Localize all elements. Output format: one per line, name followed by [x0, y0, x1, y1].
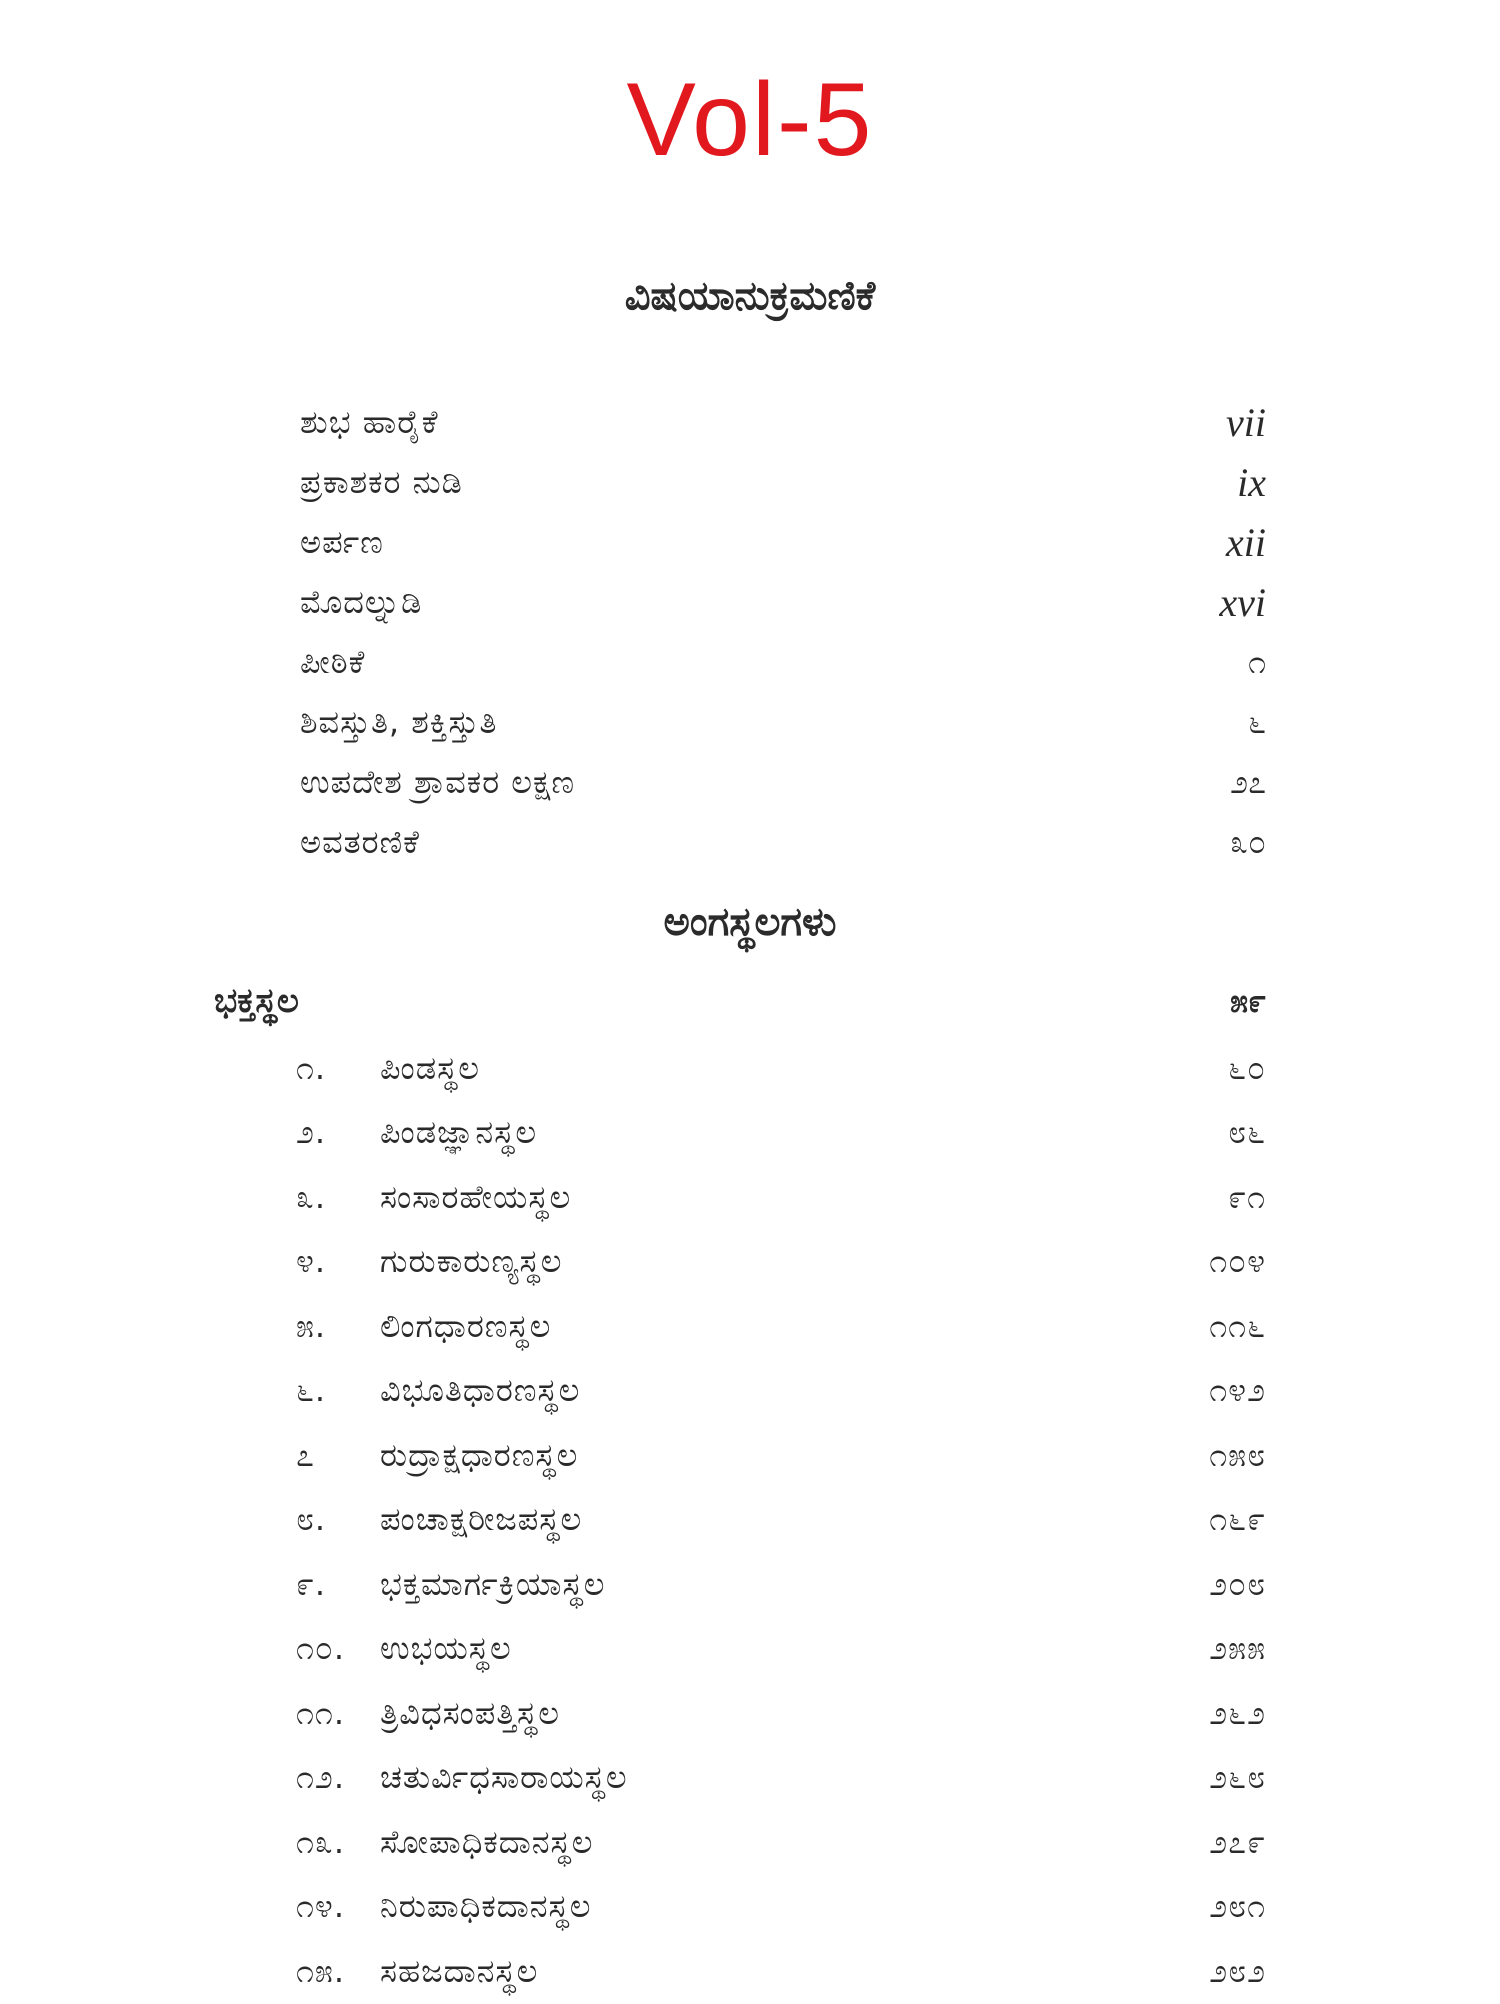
front-matter-list: [300, 392, 1266, 872]
sthala-item[interactable]: [296, 1875, 1266, 1940]
sthala-page: ೧೦೪: [1209, 1242, 1266, 1281]
sthala-page: ೨೫೫: [1209, 1629, 1266, 1668]
front-matter-item[interactable]: [300, 692, 1266, 752]
front-matter-item[interactable]: [300, 392, 1266, 452]
sthala-number: ೬.: [296, 1371, 327, 1410]
sthala-name: ಭಕ್ತಮಾರ್ಗಕ್ರಿಯಾಸ್ಥಲ: [380, 1564, 606, 1603]
sthala-page: ೨೭೯: [1209, 1822, 1266, 1861]
sthala-page: ೧೧೬: [1209, 1306, 1266, 1345]
sthala-item[interactable]: [296, 1230, 1266, 1295]
sthala-name: ಪಿಂಡಜ್ಞಾನಸ್ಥಲ: [380, 1113, 538, 1152]
front-matter-page: ೩೦: [1230, 822, 1266, 861]
sthala-number: ೪.: [296, 1242, 327, 1281]
front-matter-item[interactable]: [300, 632, 1266, 692]
front-matter-label: ಶಿವಸ್ತುತಿ, ಶಕ್ತಿಸ್ತುತಿ: [300, 702, 498, 741]
toc-heading: ವಿಷಯಾನುಕ್ರಮಣಿಕೆ: [624, 273, 876, 319]
front-matter-label: ಪ್ರಕಾಶಕರ ನುಡಿ: [300, 462, 463, 501]
sthala-number: ೫.: [296, 1306, 327, 1345]
sthala-name: ಲಿಂಗಧಾರಣಸ್ಥಲ: [380, 1306, 552, 1345]
front-matter-label: ಪೀಠಿಕೆ: [300, 642, 366, 681]
sthala-number: ೧೧.: [296, 1693, 346, 1732]
anga-sthala-heading: ಅಂಗಸ್ಥಲಗಳು: [663, 899, 837, 945]
sthala-item[interactable]: [296, 1810, 1266, 1875]
sthala-name: ಚತುರ್ವಿಧಸಾರಾಯಸ್ಥಲ: [380, 1758, 628, 1797]
sthala-item[interactable]: [296, 1746, 1266, 1811]
front-matter-item[interactable]: [300, 452, 1266, 512]
sthala-name: ಸಂಸಾರಹೇಯಸ್ಥಲ: [380, 1177, 572, 1216]
section-page: ೫೯: [1230, 981, 1266, 1020]
sthala-item[interactable]: [296, 1488, 1266, 1553]
sthala-item[interactable]: [296, 1552, 1266, 1617]
sthala-number: ೧೨.: [296, 1758, 346, 1797]
front-matter-page: xii: [1226, 519, 1266, 565]
sthala-number: ೧.: [296, 1048, 327, 1087]
sthala-item[interactable]: [296, 1165, 1266, 1230]
front-matter-page: xvi: [1219, 579, 1266, 625]
section-label: ಭಕ್ತಸ್ಥಲ: [214, 981, 299, 1021]
sthala-number: ೮.: [296, 1500, 327, 1539]
front-matter-label: ಅರ್ಪಣ: [300, 522, 384, 561]
sthala-page: ೨೮೨: [1209, 1951, 1266, 1990]
sthala-name: ಪಂಚಾಕ್ಷರೀಜಪಸ್ಥಲ: [380, 1500, 583, 1539]
front-matter-item[interactable]: [300, 512, 1266, 572]
sthala-page: ೬೦: [1228, 1048, 1266, 1087]
front-matter-label: ಶುಭ ಹಾರೈಕೆ: [300, 402, 439, 441]
sthala-item[interactable]: [296, 1101, 1266, 1166]
sthala-name: ಉಭಯಸ್ಥಲ: [380, 1629, 512, 1668]
sthala-number: ೧೩.: [296, 1822, 346, 1861]
front-matter-label: ಉಪದೇಶ ಶ್ರಾವಕರ ಲಕ್ಷಣ: [300, 762, 576, 801]
sthala-name: ಸಹಜದಾನಸ್ಥಲ: [380, 1951, 539, 1990]
sthala-number: ೩.: [296, 1177, 327, 1216]
sthala-page: ೨೬೨: [1209, 1693, 1266, 1732]
volume-title: Vol-5: [626, 62, 874, 178]
sthala-item[interactable]: [296, 1617, 1266, 1682]
sthala-name: ತ್ರಿವಿಧಸಂಪತ್ತಿಸ್ಥಲ: [380, 1693, 560, 1732]
sthala-item[interactable]: [296, 1294, 1266, 1359]
sthala-number: ೭: [296, 1435, 315, 1474]
front-matter-page: ೧: [1248, 642, 1266, 681]
front-matter-page: vii: [1226, 399, 1266, 445]
sthala-number: ೧೪.: [296, 1887, 346, 1926]
sthala-item[interactable]: [296, 1036, 1266, 1101]
sthala-item[interactable]: [296, 1939, 1266, 2004]
sthala-name: ರುದ್ರಾಕ್ಷಧಾರಣಸ್ಥಲ: [380, 1435, 579, 1474]
sthala-name: ಪಿಂಡಸ್ಥಲ: [380, 1048, 481, 1087]
sthala-item[interactable]: [296, 1359, 1266, 1424]
front-matter-page: ೬: [1248, 702, 1266, 741]
front-matter-label: ಅವತರಣಿಕೆ: [300, 822, 420, 861]
front-matter-page: ೨೭: [1230, 762, 1266, 801]
front-matter-item[interactable]: [300, 572, 1266, 632]
sthala-list: [296, 1036, 1266, 2004]
front-matter-page: ix: [1237, 459, 1266, 505]
sthala-name: ಗುರುಕಾರುಣ್ಯಸ್ಥಲ: [380, 1242, 563, 1281]
sthala-page: ೮೬: [1228, 1113, 1266, 1152]
sthala-page: ೧೪೨: [1209, 1371, 1266, 1410]
sthala-item[interactable]: [296, 1423, 1266, 1488]
sthala-number: ೯.: [296, 1564, 327, 1603]
sthala-name: ವಿಭೂತಿಧಾರಣಸ್ಥಲ: [380, 1371, 581, 1410]
sthala-number: ೧೫.: [296, 1951, 346, 1990]
front-matter-item[interactable]: [300, 812, 1266, 872]
front-matter-item[interactable]: [300, 752, 1266, 812]
sthala-page: ೧೬೯: [1209, 1500, 1266, 1539]
sthala-page: ೯೧: [1228, 1177, 1266, 1216]
sthala-item[interactable]: [296, 1681, 1266, 1746]
sthala-page: ೨೦೮: [1209, 1564, 1266, 1603]
front-matter-label: ಮೊದಲ್ನುಡಿ: [300, 582, 423, 621]
sthala-page: ೧೫೮: [1209, 1435, 1266, 1474]
sthala-page: ೨೮೧: [1209, 1887, 1266, 1926]
section-heading-row[interactable]: [214, 976, 1266, 1026]
sthala-page: ೨೬೮: [1209, 1758, 1266, 1797]
sthala-number: ೨.: [296, 1113, 327, 1152]
sthala-name: ಸೋಪಾಧಿಕದಾನಸ್ಥಲ: [380, 1822, 594, 1861]
sthala-name: ನಿರುಪಾಧಿಕದಾನಸ್ಥಲ: [380, 1887, 592, 1926]
sthala-number: ೧೦.: [296, 1629, 346, 1668]
